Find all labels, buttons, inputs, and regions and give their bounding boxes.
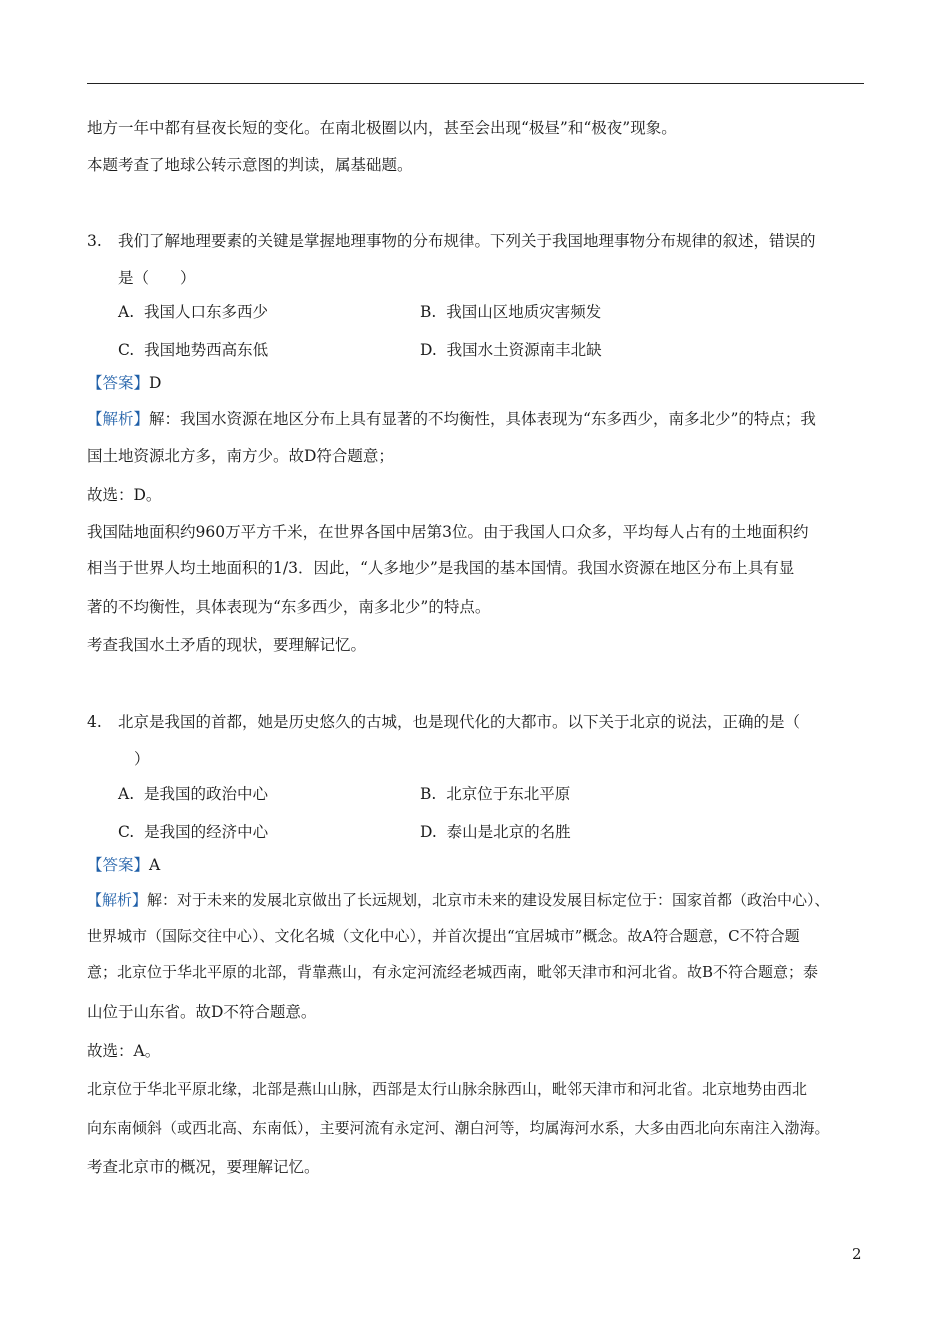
option-text: 我国地势西高东低 xyxy=(144,341,269,359)
q4-option-b xyxy=(420,783,570,805)
option-text: 是我国的经济中心 xyxy=(144,823,269,841)
option-text: 北京位于东北平原 xyxy=(446,785,571,803)
q3-number: 3. xyxy=(87,232,102,250)
intro-line-2: 本题考查了地球公转示意图的判读，属基础题。 xyxy=(87,156,413,174)
option-text: 泰山是北京的名胜 xyxy=(446,823,571,841)
analysis-label: 【解析】 xyxy=(87,891,148,909)
q4-choice: 故选：A。 xyxy=(87,1042,161,1060)
option-key: A. xyxy=(118,303,135,321)
q4-analysis-line3: 意；北京位于华北平原的北部，背靠燕山，有永定河流经老城西南，毗邻天津市和河北省。故B不符合题意；泰 xyxy=(87,963,819,981)
q4-option-c xyxy=(118,821,268,843)
option-key: D. xyxy=(420,341,437,359)
q3-option-c xyxy=(118,339,268,361)
q4-summary: 考查北京市的概况，要理解记忆。 xyxy=(87,1158,320,1176)
option-text: 我国水土资源南丰北缺 xyxy=(446,341,602,359)
option-key: A. xyxy=(118,785,135,803)
option-key: B. xyxy=(420,785,437,803)
intro-line-1: 地方一年中都有昼夜长短的变化。在南北极圈以内，甚至会出现“极昼”和“极夜”现象。 xyxy=(87,119,677,137)
q3-stem xyxy=(87,230,816,252)
option-key: C. xyxy=(118,823,135,841)
analysis-line1: 解：我国水资源在地区分布上具有显著的不均衡性，具体表现为“东多西少，南多北少”的特点；我 xyxy=(149,410,816,428)
option-key: C. xyxy=(118,341,135,359)
option-text: 我国山区地质灾害频发 xyxy=(446,303,602,321)
q4-stem xyxy=(87,711,800,733)
q3-stem-line1: 我们了解地理要素的关键是掌握地理事物的分布规律。下列关于我国地理事物分布规律的叙述，错误的 xyxy=(118,232,816,250)
q3-option-a xyxy=(118,301,268,323)
q3-answer xyxy=(87,372,161,394)
q3-note-line3: 著的不均衡性，具体表现为“东多西少，南多北少”的特点。 xyxy=(87,598,491,616)
option-text: 我国人口东多西少 xyxy=(143,303,268,321)
q3-summary: 考查我国水土矛盾的现状，要理解记忆。 xyxy=(87,636,367,654)
answer-label: 【答案】 xyxy=(87,856,150,874)
option-text: 是我国的政治中心 xyxy=(143,785,268,803)
q4-number: 4. xyxy=(87,713,102,731)
q3-note-line1: 我国陆地面积约960万平方千米，在世界各国中居第3位。由于我国人口众多，平均每人占有的土地面积约 xyxy=(87,523,809,541)
page-number: 2 xyxy=(852,1245,862,1263)
q4-stem-line1: 北京是我国的首都，她是历史悠久的古城，也是现代化的大都市。以下关于北京的说法，正确的是（ xyxy=(118,713,801,731)
header-rule xyxy=(87,83,864,84)
q4-note-line2: 向东南倾斜（或西北高、东南低），主要河流有永定河、潮白河等，均属海河水系，大多由西北向东南注入渤海。 xyxy=(87,1119,830,1137)
q3-choice: 故选：D。 xyxy=(87,486,162,504)
answer-value: A xyxy=(149,856,161,874)
option-key: B. xyxy=(420,303,437,321)
q4-analysis xyxy=(87,889,830,911)
q3-option-d xyxy=(420,339,602,361)
q4-analysis-line2: 世界城市（国际交往中心）、文化名城（文化中心），并首次提出“宜居城市”概念。故A符合题意，C不符合题 xyxy=(87,927,800,945)
answer-label: 【答案】 xyxy=(87,374,150,392)
q4-stem-line2: ） xyxy=(134,750,150,768)
q3-note-line2: 相当于世界人均土地面积的1/3．因此，“人多地少”是我国的基本国情。我国水资源在地区分布上具有显 xyxy=(87,559,795,577)
q4-option-d xyxy=(420,821,571,843)
q4-note-line1: 北京位于华北平原北缘，北部是燕山山脉，西部是太行山脉余脉西山，毗邻天津市和河北省。北京地势由西北 xyxy=(87,1080,808,1098)
option-key: D. xyxy=(420,823,437,841)
analysis-label: 【解析】 xyxy=(87,410,150,428)
q3-analysis-line2: 国土地资源北方多，南方少。故D符合题意； xyxy=(87,447,394,465)
q3-option-b xyxy=(420,301,601,323)
q4-analysis-line4: 山位于山东省。故D不符合题意。 xyxy=(87,1003,317,1021)
q3-analysis xyxy=(87,408,816,430)
analysis-line1: 解：对于未来的发展北京做出了长远规划，北京市未来的建设发展目标定位于：国家首都（政治中心）、 xyxy=(147,891,830,909)
q3-stem-line2: 是（ ） xyxy=(118,269,196,287)
q4-answer xyxy=(87,854,160,876)
q4-option-a xyxy=(118,783,268,805)
answer-value: D xyxy=(149,374,162,392)
